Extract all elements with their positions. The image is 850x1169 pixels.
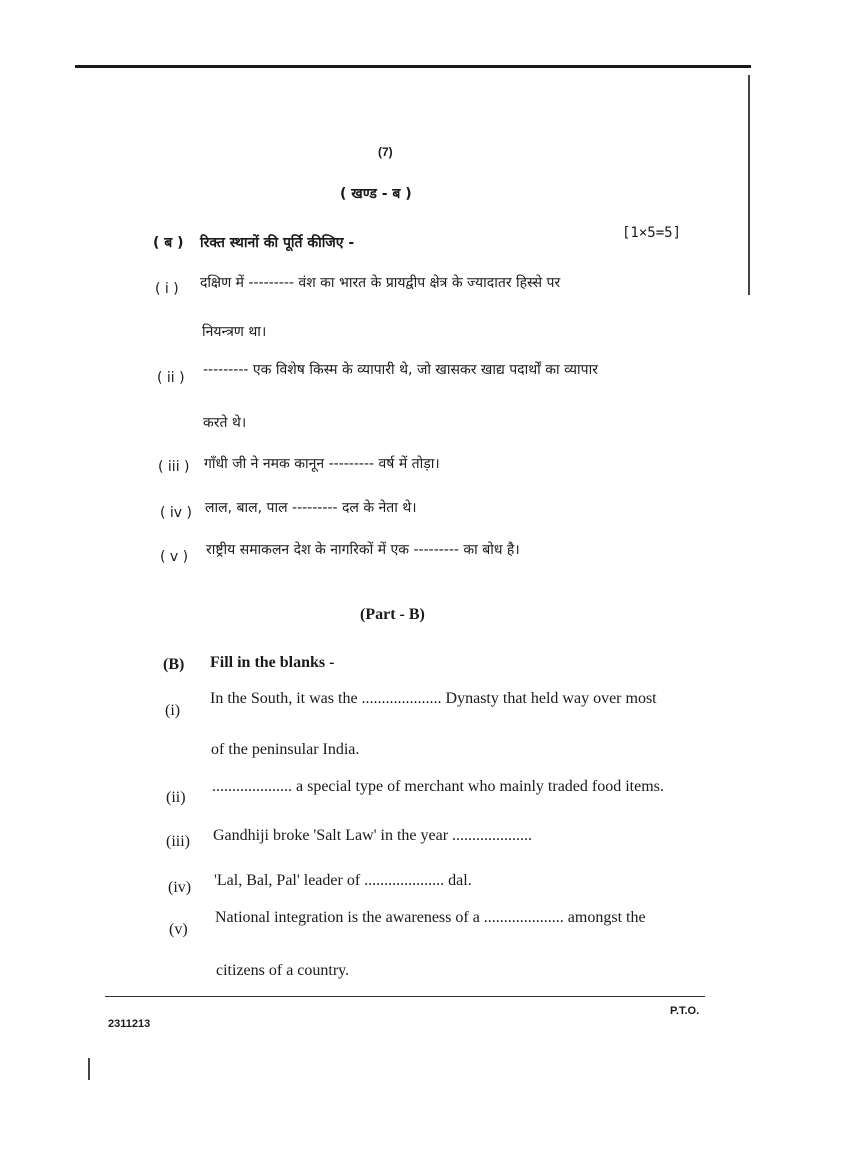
hindi-item-2-line1: --------- एक विशेष किस्म के व्यापारी थे, जो खासकर खाद्य पदार्थों का व्यापार (203, 362, 598, 378)
hindi-item-4-line1: लाल, बाल, पाल --------- दल के नेता थे। (205, 500, 417, 516)
english-item-num-2: (ii) (166, 789, 186, 806)
hindi-section-heading: ( खण्ड - ब ) (340, 186, 412, 202)
hindi-item-num-4: ( iv ) (160, 505, 192, 521)
hindi-item-num-5: ( v ) (160, 549, 189, 565)
hindi-item-2-line2: करते थे। (203, 415, 247, 431)
paper-code: 2311213 (108, 1018, 151, 1030)
english-section-heading: (Part - B) (360, 606, 425, 623)
hindi-item-3-line1: गाँधी जी ने नमक कानून --------- वर्ष में तोड़ा। (204, 456, 440, 472)
english-item-num-4: (iv) (168, 879, 192, 896)
english-item-2-line1: .................... a special type of merchant who mainly traded food items. (212, 778, 664, 795)
english-item-5-line1: National integration is the awareness of a .................... amongst the (215, 909, 646, 926)
english-item-4-line1: 'Lal, Bal, Pal' leader of .................... dal. (214, 872, 472, 889)
hindi-item-num-1: ( i ) (155, 281, 179, 297)
english-item-1-line2: of the peninsular India. (211, 741, 360, 758)
top-rule (75, 65, 751, 68)
page-number: (7) (378, 145, 393, 159)
english-item-num-5: (v) (169, 921, 188, 938)
scan-edge-mark (748, 75, 750, 295)
english-item-1-line1: In the South, it was the .................... Dynasty that held way over most (210, 690, 657, 707)
hindi-question-title: रिक्त स्थानों की पूर्ति कीजिए - (200, 235, 355, 251)
footer-rule (105, 996, 705, 997)
pto-label: P.T.O. (670, 1005, 700, 1017)
english-item-num-1: (i) (165, 702, 181, 719)
english-item-3-line1: Gandhiji broke 'Salt Law' in the year .................... (213, 827, 533, 844)
hindi-item-1-line1: दक्षिण में --------- वंश का भारत के प्रायद्वीप क्षेत्र के ज्यादातर हिस्से पर (200, 275, 561, 291)
scan-margin-mark (88, 1058, 90, 1080)
hindi-question-label: ( ब ) (153, 235, 184, 251)
english-item-5-line2: citizens of a country. (216, 962, 350, 979)
hindi-item-5-line1: राष्ट्रीय समाकलन देश के नागरिकों में एक --------- का बोध है। (206, 542, 520, 558)
hindi-item-num-3: ( iii ) (158, 459, 190, 475)
english-question-label: (B) (163, 656, 185, 673)
english-question-title: Fill in the blanks - (210, 654, 335, 671)
english-item-num-3: (iii) (166, 833, 190, 850)
marks-allocation: [1×5=5] (622, 225, 682, 241)
hindi-item-1-line2: नियन्त्रण था। (202, 324, 267, 340)
hindi-item-num-2: ( ii ) (157, 370, 185, 386)
